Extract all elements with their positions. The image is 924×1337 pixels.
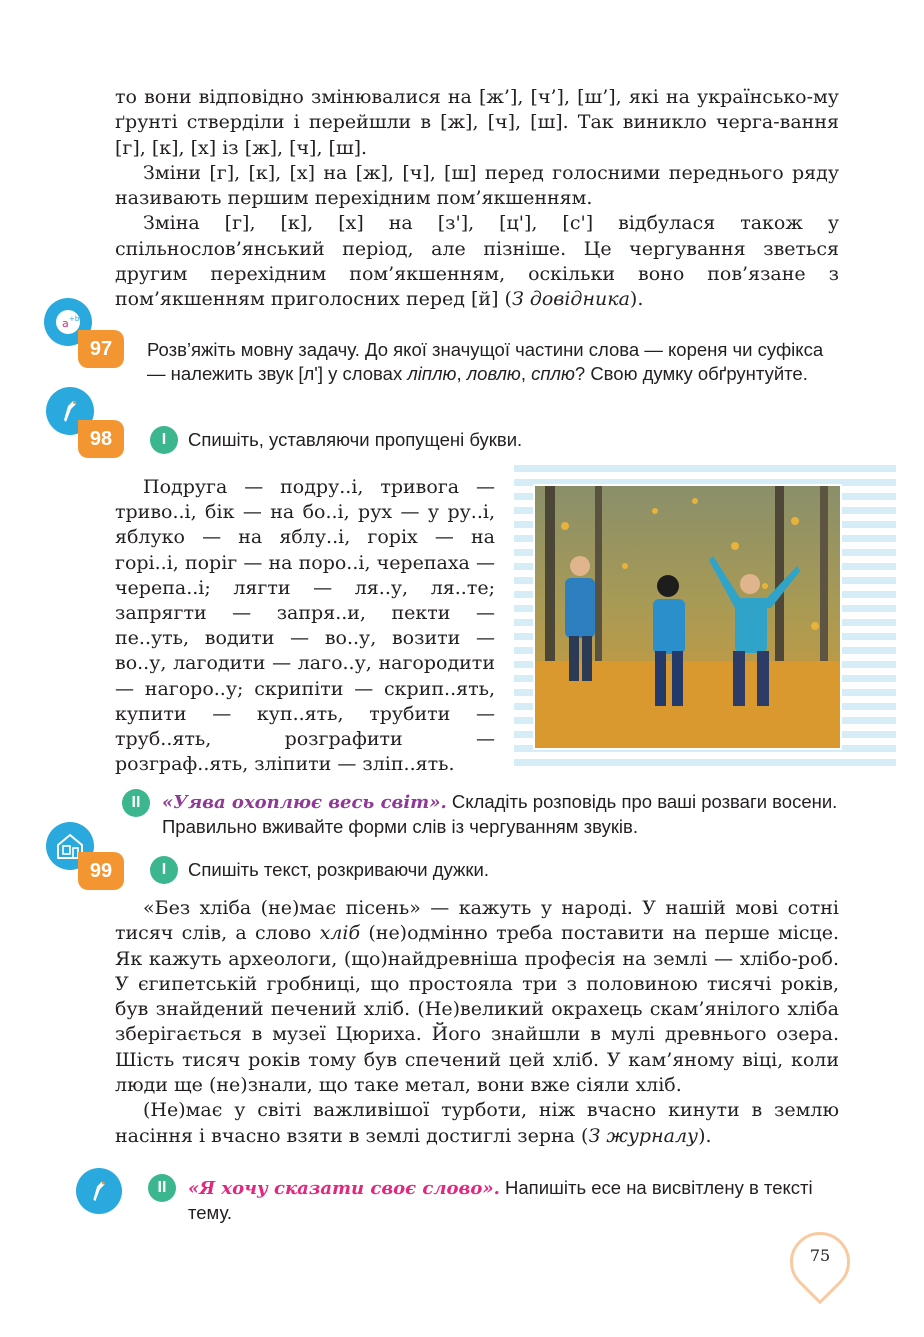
ex99-p1-a: «Без хліба (не)має пісень» — кажуть у народі. У нашій мові сотні тисяч слів, а слово bbox=[115, 897, 839, 945]
intro-paragraph-3 bbox=[115, 211, 839, 312]
intro-source: З довідника bbox=[511, 288, 630, 311]
pen-icon bbox=[76, 1168, 122, 1214]
ex97-word-2: ловлю bbox=[466, 363, 521, 384]
exercise-number-98: 98 bbox=[78, 420, 124, 458]
exercise-99-instruction: Спишіть текст, розкриваючи дужки. bbox=[188, 859, 489, 880]
intro-text bbox=[115, 85, 839, 313]
task-2-text-my-word: Напишіть есе на висвітлену в тексті тему. bbox=[188, 1177, 813, 1223]
level-badge-i: I bbox=[150, 426, 178, 454]
ex99-word-bread: хліб bbox=[319, 922, 361, 945]
intro-paragraph-1: то вони відповідно змінювалися на [ж’], [ч’], [ш’], які на українсько-му ґрунті стверділи і перейшли в [ж], [ч], [ш]. Так виникло черга-вання [г], [к], [х] із [ж], [ч], [ш]. bbox=[115, 86, 839, 159]
ex99-p2-a: (Не)має у світі важливішої турботи, ніж вчасно кинути в землю насіння і вчасно взяти в землі достиглі зерна ( bbox=[115, 1099, 839, 1147]
ex97-text-a: Розв’яжіть мовну задачу. До якої значущої частини слова — кореня чи суфікса — належить звук [л'] у словах bbox=[147, 339, 824, 384]
autumn-children-photo bbox=[533, 484, 842, 750]
ex99-source: З журналу bbox=[588, 1124, 699, 1147]
exercise-98-word-pairs: Подруга — подру..і, тривога — триво..і, бік — на бо..і, рух — у ру..і, яблуко — на яблу..і, горіх — на горі..і, поріг — на поро..і, черепаха — черепа..і; лягти — ля..у, ля..те; запрягти — запря..и, пекти — пе..уть, водити — во..у, возити — во..у, лагодити — лаго..у, нагородити — нагоро..у; скрипіти — скрип..ять, купити — куп..ять, трубити — труб..ять, розграфити — розграф..ять, зліпити — зліп..ять. bbox=[115, 476, 495, 776]
exercise-number-97: 97 bbox=[78, 330, 124, 368]
svg-text:+b: +b bbox=[69, 315, 80, 323]
page-number: 75 bbox=[809, 1246, 831, 1265]
exercise-99-paragraph-1 bbox=[115, 896, 839, 1098]
exercise-99-paragraph-2 bbox=[115, 1098, 839, 1149]
task-2-title-my-word: «Я хочу сказати своє слово». bbox=[188, 1178, 500, 1199]
exercise-97-text bbox=[147, 338, 841, 386]
svg-text:a: a bbox=[62, 317, 69, 330]
exercise-98-task-2 bbox=[162, 790, 842, 839]
ex97-sep-1: , bbox=[456, 363, 467, 384]
task-2-text-imagination: Складіть розповідь про ваші розваги восени. Правильно вживайте форми слів із чергуванням звуків. bbox=[162, 791, 838, 837]
ex97-text-b: ? Свою думку обґрунтуйте. bbox=[574, 363, 808, 384]
level-badge-ii: II bbox=[148, 1174, 176, 1202]
ex97-word-3: сплю bbox=[531, 363, 575, 384]
exercise-98-instruction: Спишіть, уставляючи пропущені букви. bbox=[188, 429, 523, 450]
exercise-99-body bbox=[115, 896, 839, 1149]
level-badge-ii: II bbox=[122, 789, 150, 817]
ex99-p2-end: ). bbox=[698, 1124, 712, 1147]
intro-paragraph-3-text: Зміна [г], [к], [х] на [з'], [ц'], [с'] відбулася також у спільнослов’янський період, але пізніше. Це чергування зветься другим перехідним пом’якшенням, оскільки воно пов’язане з пом’якшенням приголосних перед [й] ( bbox=[115, 212, 839, 311]
intro-paragraph-2: Зміни [г], [к], [х] на [ж], [ч], [ш] перед голосними переднього ряду називають першим перехідним пом’якшенням. bbox=[115, 161, 839, 210]
task-2-title-imagination: «Уява охоплює весь світ». bbox=[162, 792, 447, 813]
exercise-99-task-2 bbox=[188, 1176, 840, 1225]
ex99-p1-b: (не)одмінно треба поставити на перше місце. Як кажуть археологи, (що)найдревніша професія на землі — хлібо-роб. У єгипетській гробниці, що простояла три з половиною тисячі років, був знайдений печений хліб. (Не)великий окрахець скам’янілого хліба зберігається в музеї Цюриха. Його знайшли в мулі древнього озера. Шість тисяч років тому був спечений цей хліб. У кам’яному віці, коли люди ще (не)знали, що таке метал, вони вже сіяли хліб. bbox=[115, 922, 839, 1097]
intro-paragraph-3-end: ). bbox=[629, 288, 644, 311]
level-badge-i: I bbox=[150, 856, 178, 884]
exercise-number-99: 99 bbox=[78, 852, 124, 890]
exercise-98-body bbox=[115, 475, 495, 777]
ex97-sep-2: , bbox=[520, 363, 532, 384]
ex97-word-1: ліплю bbox=[407, 363, 457, 384]
